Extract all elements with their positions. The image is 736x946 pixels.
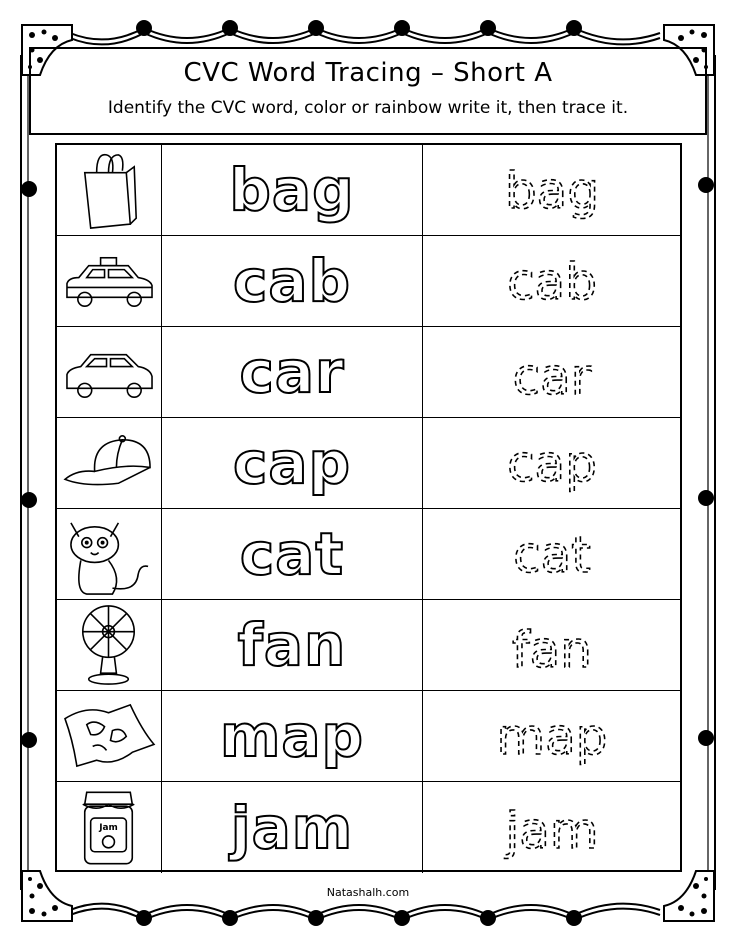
word-cell[interactable] xyxy=(162,600,423,690)
word-row-cap xyxy=(57,418,680,509)
shopping-bag-icon xyxy=(57,145,162,235)
trace-cell[interactable] xyxy=(423,509,680,599)
electric-fan-icon xyxy=(57,600,162,690)
jam-jar-label: Jam xyxy=(99,822,118,833)
outline-word: fan xyxy=(237,611,347,679)
word-row-cat xyxy=(57,509,680,600)
baseball-cap-icon xyxy=(57,418,162,508)
footer-credit: Natashalh.com xyxy=(326,886,410,899)
outline-word: cat xyxy=(239,520,345,588)
trace-cell[interactable] xyxy=(423,782,680,873)
word-row-map xyxy=(57,691,680,782)
word-cell[interactable] xyxy=(162,236,423,326)
trace-cell[interactable] xyxy=(423,145,680,235)
word-row-car xyxy=(57,327,680,418)
word-row-cab xyxy=(57,236,680,327)
outline-word: jam xyxy=(230,793,354,862)
worksheet-header xyxy=(30,48,706,134)
trace-word: car xyxy=(512,348,591,406)
map-icon xyxy=(57,691,162,781)
outline-word: cab xyxy=(232,247,352,315)
taxi-cab-icon xyxy=(57,236,162,326)
word-cell[interactable] xyxy=(162,418,423,508)
outline-word: map xyxy=(219,702,365,770)
trace-cell[interactable] xyxy=(423,600,680,690)
trace-word: map xyxy=(495,708,608,766)
trace-cell[interactable] xyxy=(423,418,680,508)
trace-word: fan xyxy=(511,621,592,679)
word-cell[interactable] xyxy=(162,691,423,781)
trace-cell[interactable] xyxy=(423,691,680,781)
cat-icon xyxy=(57,509,162,599)
car-icon xyxy=(57,327,162,417)
word-row-fan xyxy=(57,600,680,691)
outline-word: car xyxy=(239,338,345,406)
trace-word: cap xyxy=(506,435,597,493)
trace-cell[interactable] xyxy=(423,236,680,326)
outline-word: bag xyxy=(229,156,355,224)
jam-jar-icon xyxy=(57,782,162,873)
trace-word: bag xyxy=(504,162,599,220)
word-row-bag xyxy=(57,145,680,236)
word-row-jam xyxy=(57,782,680,873)
outline-word: cap xyxy=(232,429,352,497)
trace-word: cat xyxy=(512,526,591,584)
trace-word: jam xyxy=(504,801,599,860)
word-cell[interactable] xyxy=(162,782,423,873)
word-grid xyxy=(55,143,682,872)
worksheet-instructions: Identify the CVC word, color or rainbow write it, then trace it. xyxy=(107,98,629,118)
trace-cell[interactable] xyxy=(423,327,680,417)
word-cell[interactable] xyxy=(162,145,423,235)
worksheet-title: CVC Word Tracing – Short A xyxy=(183,58,553,88)
word-cell[interactable] xyxy=(162,509,423,599)
trace-word: cab xyxy=(506,253,597,311)
word-cell[interactable] xyxy=(162,327,423,417)
